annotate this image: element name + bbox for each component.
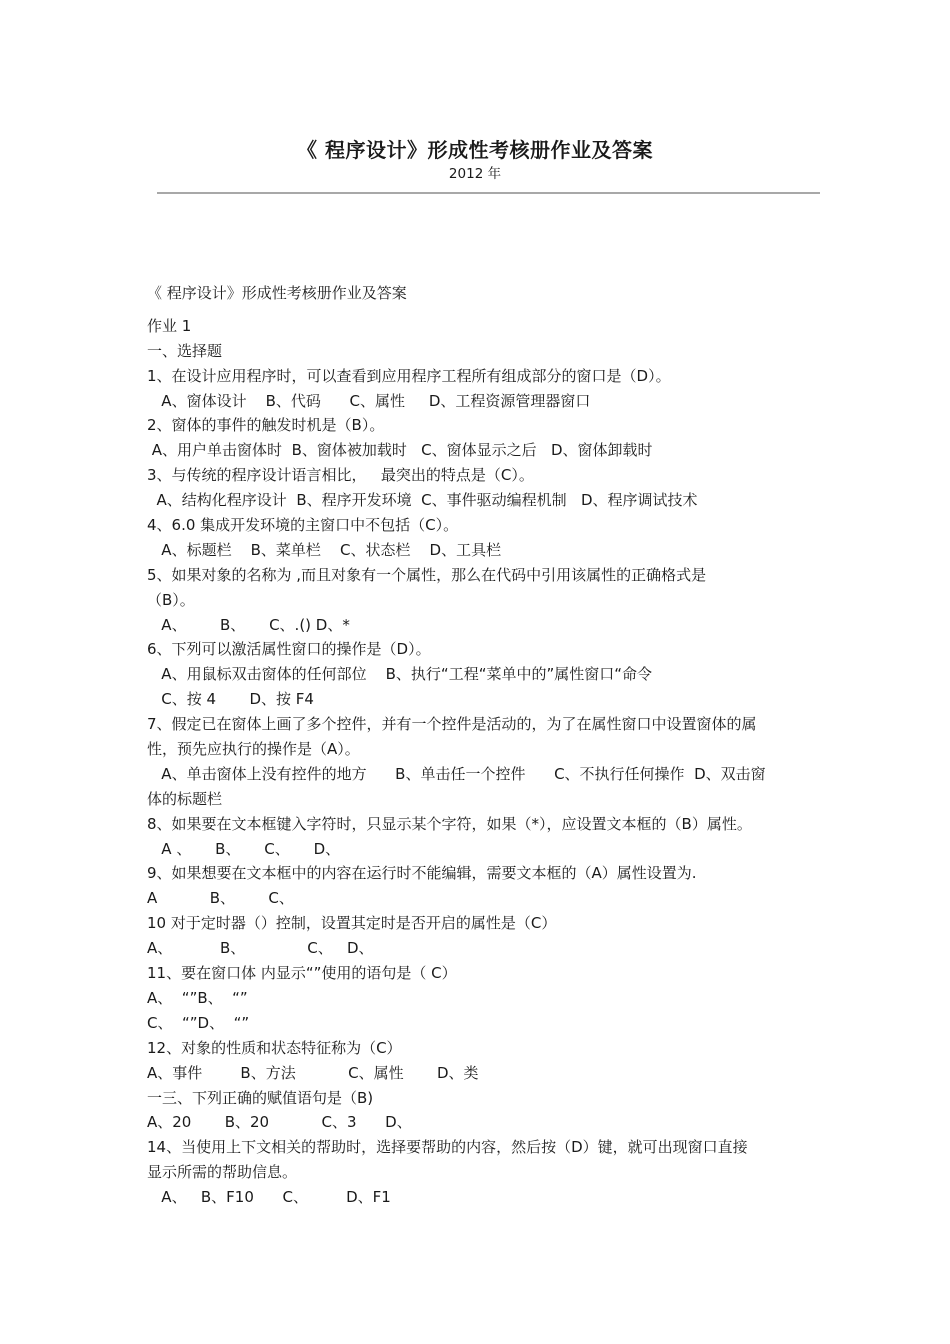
document-heading: 《 程序设计》形成性考核册作业及答案 <box>147 284 407 302</box>
document-line: A B、 C、 <box>147 889 294 908</box>
page-title: 《 程序设计》形成性考核册作业及答案 <box>297 138 653 162</box>
document-line: 11、要在窗口体 内显示“”使用的语句是（ C） <box>147 964 457 983</box>
document-line: 9、如果想要在文本框中的内容在运行时不能编辑，需要文本框的（A）属性设置为. <box>147 864 697 883</box>
document-line: 10 对于定时器（）控制，设置其定时是否开启的属性是（C） <box>147 914 557 933</box>
document-line: 12、对象的性质和状态特征称为（C） <box>147 1038 402 1057</box>
question-list <box>147 314 807 1210</box>
document-line: 6、下列可以激活属性窗口的操作是（D）。 <box>147 640 431 659</box>
document-line: A、 “”B、 “” <box>147 988 248 1007</box>
page-year: 2012 年 <box>448 166 502 182</box>
document-line: A、结构化程序设计 B、程序开发环境 C、事件驱动编程机制 D、程序调试技术 <box>147 491 698 510</box>
document-line: A、窗体设计 B、代码 C、属性 D、工程资源管理器窗口 <box>147 391 591 410</box>
document-line: A、 B、F10 C、 D、F1 <box>147 1188 391 1207</box>
document-line: 5、如果对象的名称为 ,而且对象有一个属性，那么在代码中引用该属性的正确格式是 <box>147 565 707 584</box>
document-line: A、单击窗体上没有控件的地方 B、单击任一个控件 C、不执行任何操作 D、双击窗 <box>147 764 766 783</box>
document-line: 作业 1 <box>147 316 192 335</box>
document-line: A、事件 B、方法 C、属性 D、类 <box>147 1063 479 1082</box>
document-line: A、 B、 C、 D、 <box>147 939 374 958</box>
document-line: A、 B、 C、.() D、* <box>147 615 350 634</box>
document-line: 显示所需的帮助信息。 <box>147 1163 298 1182</box>
document-line: 体的标题栏 <box>147 789 223 808</box>
document-line: 性，预先应执行的操作是（A）。 <box>147 740 360 759</box>
document-line: 3、与传统的程序设计语言相比， 最突出的特点是（C）。 <box>147 466 534 485</box>
document-line: A、用户单击窗体时 B、窗体被加载时 C、窗体显示之后 D、窗体卸载时 <box>147 441 653 460</box>
document-line: 8、如果要在文本框键入字符时，只显示某个字符，如果（*），应设置文本框的（B）属性。 <box>147 814 752 833</box>
document-line: 4、6.0 集成开发环境的主窗口中不包括（C）。 <box>147 516 459 535</box>
document-line: 1、在设计应用程序时，可以查看到应用程序工程所有组成部分的窗口是（D）。 <box>147 366 671 385</box>
document-line: A、用鼠标双击窗体的任何部位 B、执行“工程“菜单中的”属性窗口“命令 <box>147 665 653 684</box>
document-line: 14、当使用上下文相关的帮助时，选择要帮助的内容，然后按（D）键，就可出现窗口直接 <box>147 1138 748 1157</box>
document-line: （B）。 <box>147 590 195 609</box>
document-line: A 、 B、 C、 D、 <box>147 839 341 858</box>
document-line: 2、窗体的事件的触发时机是（B）。 <box>147 416 385 435</box>
document-line: A、标题栏 B、菜单栏 C、状态栏 D、工具栏 <box>147 540 502 559</box>
document-line: 一三、下列正确的赋值语句是（B) <box>147 1088 374 1107</box>
document-body <box>147 281 807 1210</box>
document-line: C、 “”D、 “” <box>147 1013 250 1032</box>
document-line: 7、假定已在窗体上画了多个控件，并有一个控件是活动的，为了在属性窗口中设置窗体的属 <box>147 715 757 734</box>
title-divider <box>157 192 820 194</box>
document-line: 一、选择题 <box>147 341 223 360</box>
document-line: C、按 4 D、按 F4 <box>147 690 314 709</box>
document-line: A、20 B、20 C、3 D、 <box>147 1113 412 1132</box>
